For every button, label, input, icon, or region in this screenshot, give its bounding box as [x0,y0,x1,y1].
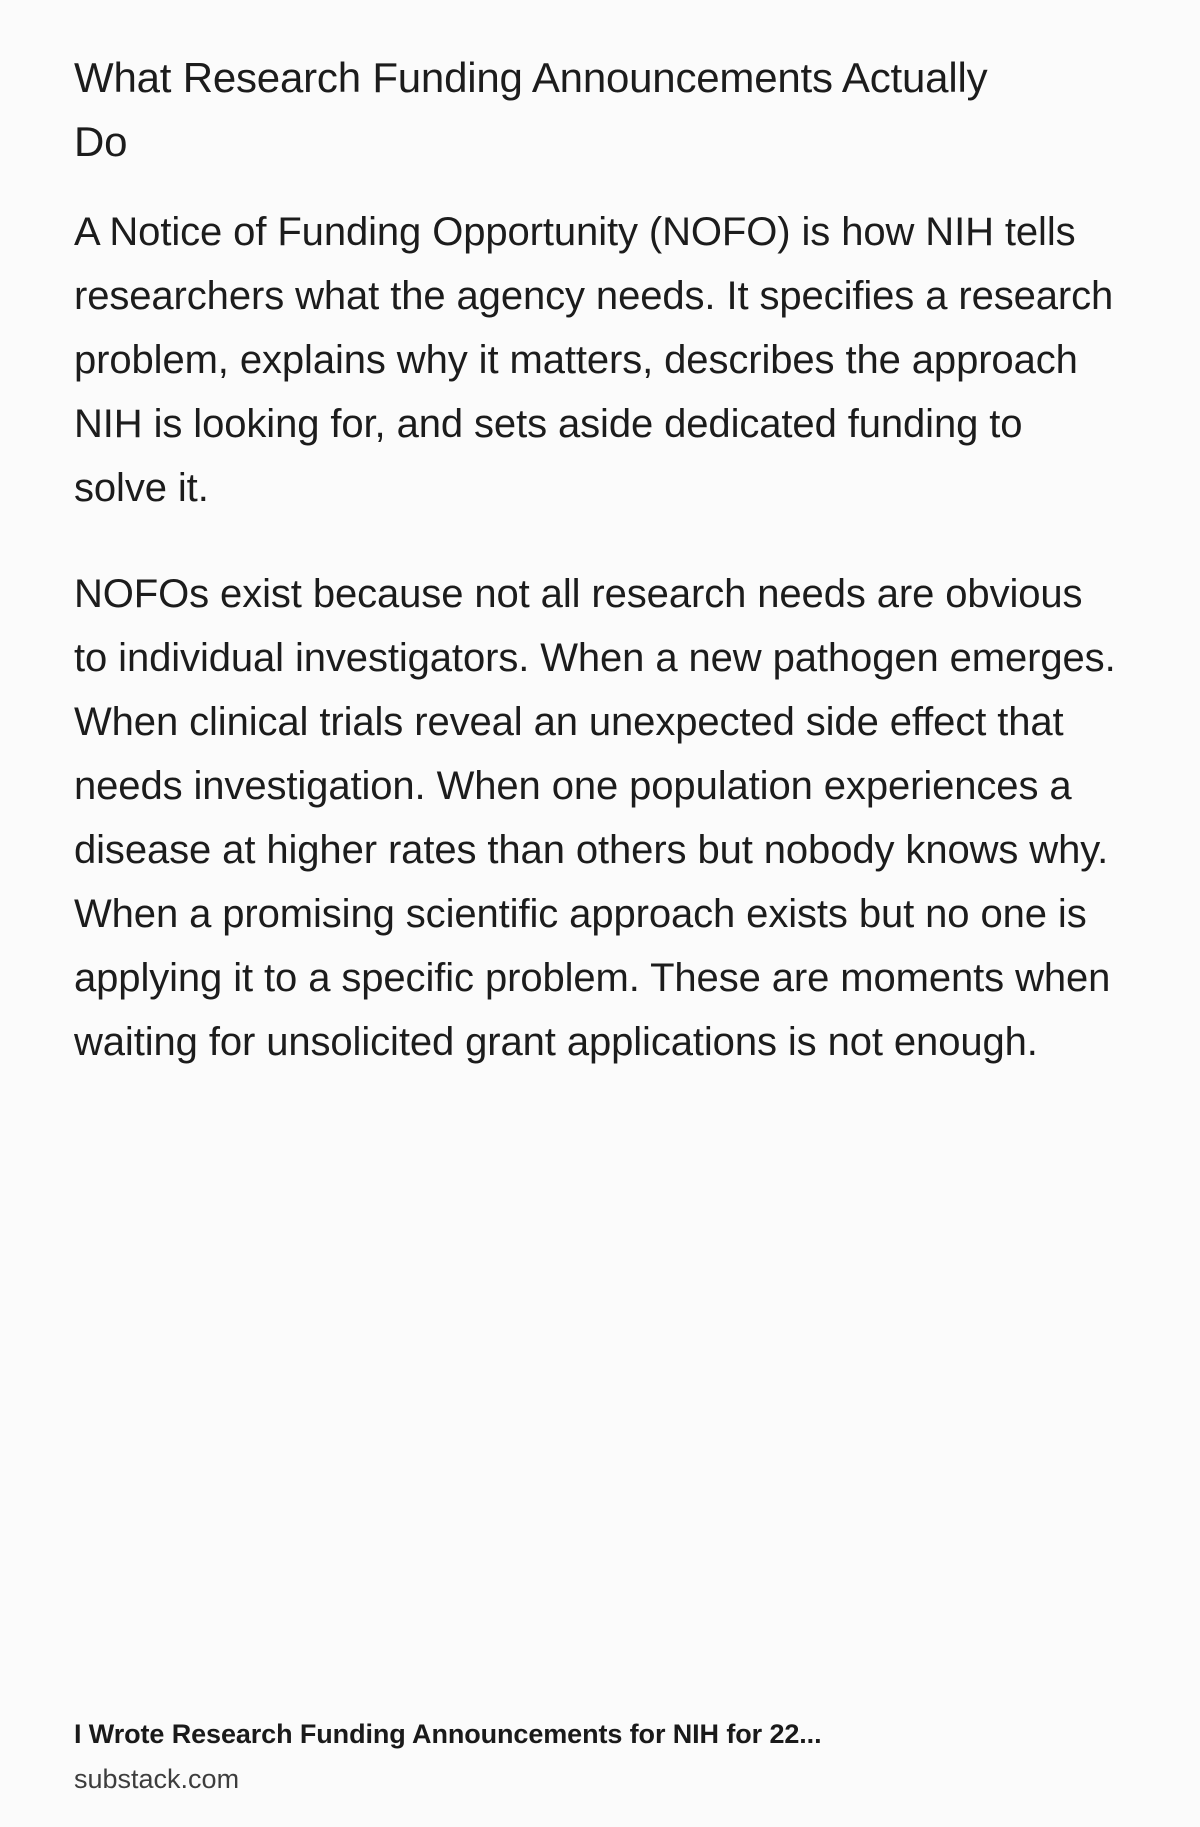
article-paragraph: A Notice of Funding Opportunity (NOFO) is how NIH tells researchers what the agency needs. It specifies a research problem, explains why it matters, describes the approach NIH is looking for, and sets aside dedicated funding to solve it. [74,209,1114,510]
source-domain: substack.com [74,1763,240,1794]
article-body [74,200,1122,1654]
page-title: What Research Funding Announcements Actually Do [74,54,988,165]
source-link-card[interactable] [74,1716,1122,1797]
source-title[interactable]: I Wrote Research Funding Announcements for NIH for 22... [74,1719,822,1750]
article-paragraph: NOFOs exist because not all research needs are obvious to individual investigators. When a new pathogen emerges. When clinical trials reveal an unexpected side effect that needs investigation. When one population experiences a disease at higher rates than others but nobody knows why. When a promising scientific approach exists but no one is applying it to a specific problem. These are moments when waiting for unsolicited grant applications is not enough. [74,571,1116,1064]
